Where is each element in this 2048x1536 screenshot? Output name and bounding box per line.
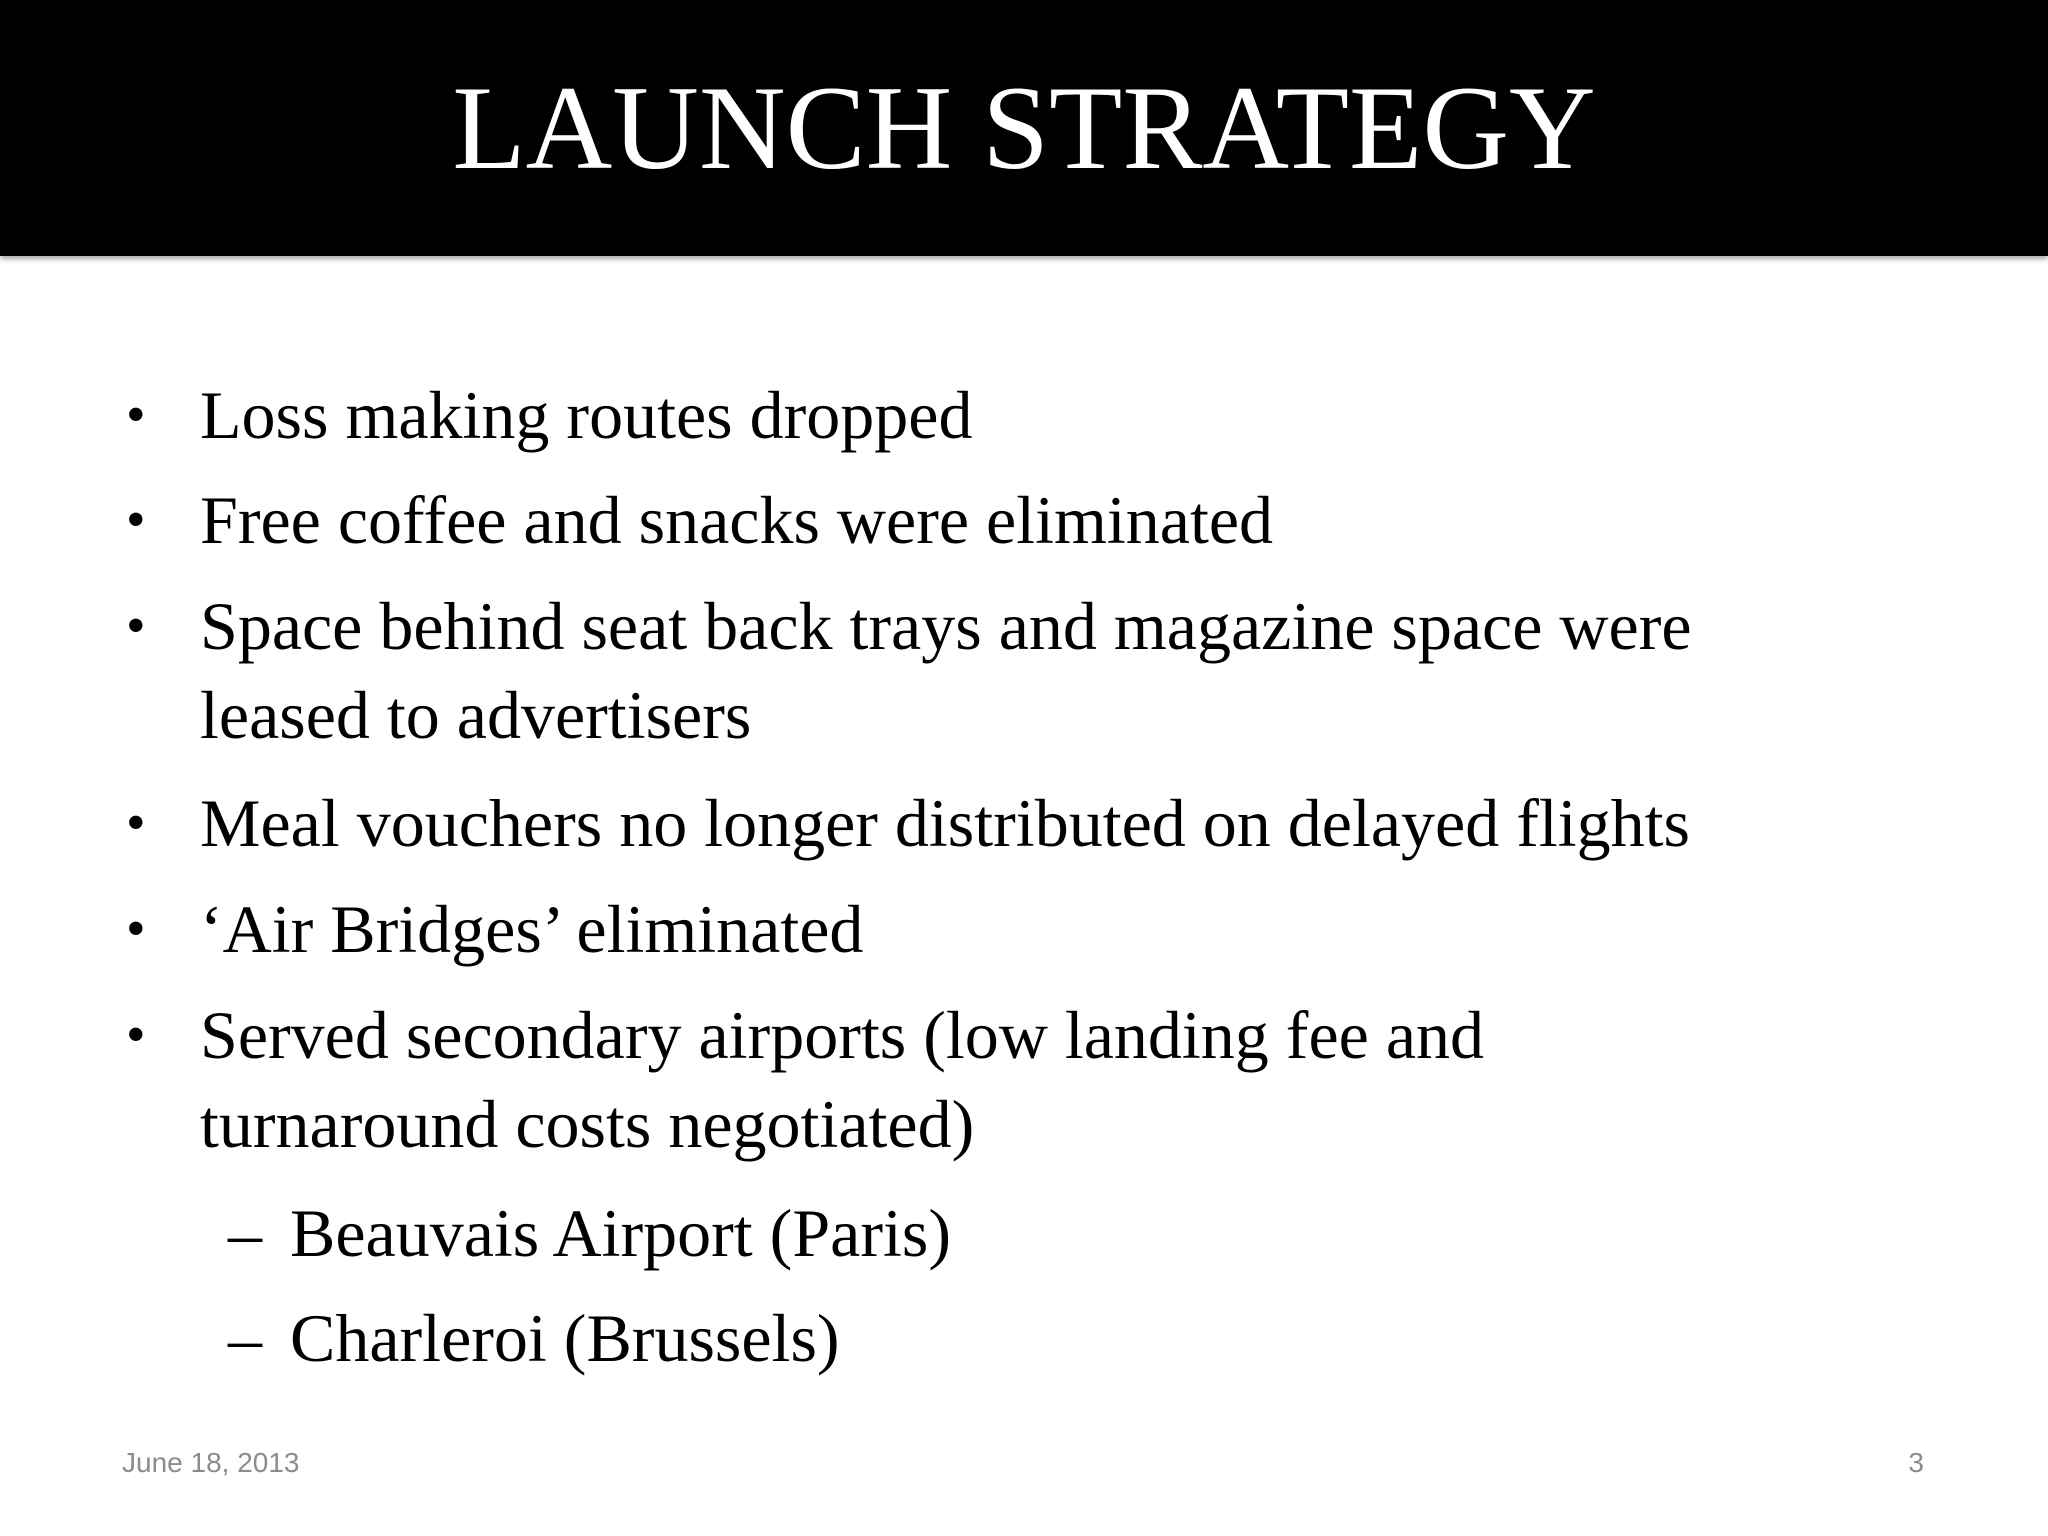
sub-bullet-dash: – [228,1195,262,1271]
bullet-dot: • [126,384,146,446]
bullet-dot: • [126,595,146,657]
bullet-dot: • [126,792,146,854]
bullet-dot: • [126,489,146,551]
bullet-text: Loss making routes dropped [200,377,973,453]
sub-bullet-dash: – [228,1300,262,1376]
bullet-text: ‘Air Bridges’ eliminated [200,891,864,967]
footer-page-number: 3 [1908,1447,1924,1478]
bullet-text-continued: turnaround costs negotiated) [200,1086,975,1162]
bullet-dot: • [126,1004,146,1066]
bullet-text: Free coffee and snacks were eliminated [200,482,1274,558]
bullet-text: Meal vouchers no longer distributed on delayed flights [200,785,1690,861]
sub-bullet-text: Charleroi (Brussels) [290,1300,840,1376]
sub-bullet-text: Beauvais Airport (Paris) [290,1195,951,1271]
footer-date: June 18, 2013 [122,1447,300,1478]
bullet-text: Served secondary airports (low landing fee and [200,997,1484,1073]
bullet-text: Space behind seat back trays and magazine space were [200,588,1692,664]
bullet-dot: • [126,898,146,960]
bullet-text-continued: leased to advertisers [200,677,752,753]
slide-title: LAUNCH STRATEGY [452,61,1596,194]
